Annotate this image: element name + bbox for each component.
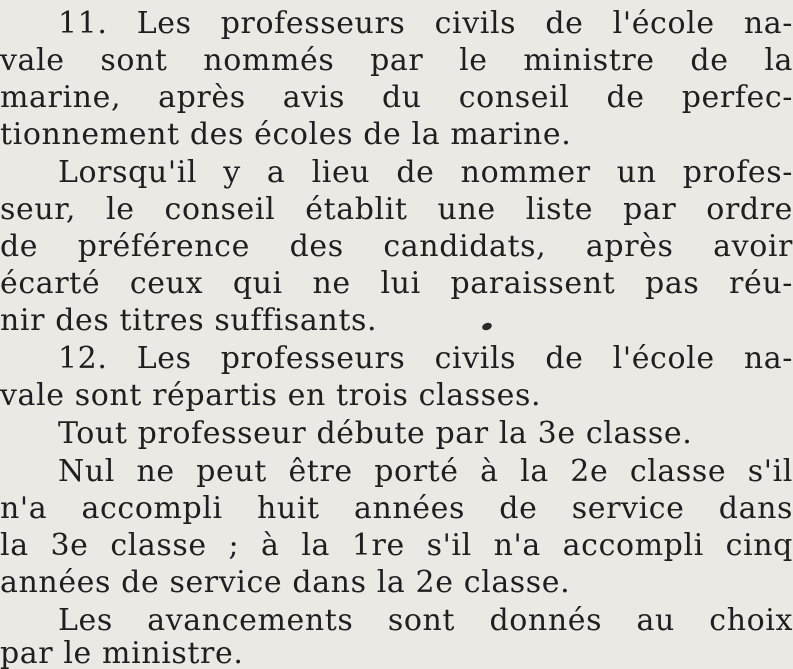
text-line: Nul ne peut être porté à la 2e classe s'il: [58, 454, 793, 489]
text-line: nir des titres suffisants.: [0, 303, 378, 338]
text-line: la 3e classe ; à la 1re s'il n'a accompli cinq: [0, 528, 793, 563]
text-line: par le ministre.: [0, 636, 244, 669]
text-line: tionnement des écoles de la marine.: [0, 117, 572, 152]
text-line: vale sont répartis en trois classes.: [0, 378, 542, 413]
text-line: marine, après avis du conseil de perfec-: [0, 80, 793, 115]
text-line: écarté ceux qui ne lui paraissent pas réu-: [0, 266, 793, 301]
text-line: années de service dans la 2e classe.: [0, 565, 571, 600]
text-line: de préférence des candidats, après avoir: [0, 229, 793, 264]
text-line: vale sont nommés par le ministre de la: [0, 43, 793, 78]
text-line: 11. Les professeurs civils de l'école na-: [58, 6, 793, 41]
text-line: Lorsqu'il y a lieu de nommer un profes-: [58, 155, 793, 190]
text-line: 12. Les professeurs civils de l'école na-: [58, 341, 793, 376]
text-line: Les avancements sont donnés au choix: [58, 603, 793, 638]
text-line: n'a accompli huit années de service dans: [0, 491, 793, 526]
text-line: seur, le conseil établit une liste par ordre: [0, 192, 793, 227]
text-line: Tout professeur débute par la 3e classe.: [58, 416, 693, 451]
